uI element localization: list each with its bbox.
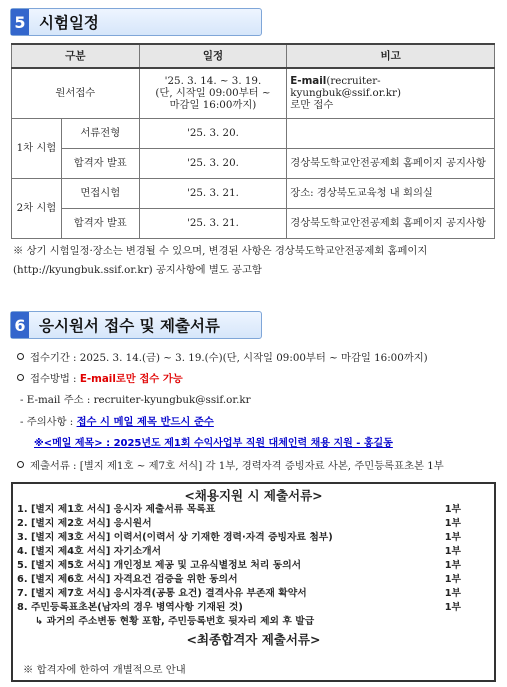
- round2-label: 2차 시험: [12, 178, 62, 238]
- final-title: <최종합격자 제출서류>: [186, 632, 321, 647]
- apply-note-rest: (recruiter-kyungbuk@ssif.or.kr) 로만 접수: [290, 75, 401, 112]
- schedule-table: [11, 43, 495, 239]
- interview-label: 면접시험: [61, 178, 139, 208]
- round1-pass-date: '25. 3. 20.: [139, 148, 287, 178]
- doc-review-note: [287, 118, 495, 148]
- section-title: 시험일정: [39, 14, 99, 32]
- list-item: 4. [별지 제4호 서식] 자기소개서 1부: [17, 546, 461, 557]
- sub-item: ↳ 과거의 주소변동 현황 포함, 주민등록번호 뒷자리 제외 후 발급: [35, 616, 315, 627]
- circle-bullet-icon: [17, 353, 24, 360]
- circle-bullet-icon: [17, 374, 24, 381]
- final-note: ※ 합격자에 한하여 개별적으로 안내: [23, 664, 186, 676]
- round1-pass-note: 경상북도학교안전공제회 홈페이지 공지사항: [287, 148, 495, 178]
- section-number: 5: [11, 9, 29, 35]
- section-5-header: [10, 8, 262, 36]
- section-title: 응시원서 접수 및 제출서류: [39, 317, 220, 335]
- list-item: 8. 주민등록표초본(남자의 경우 병역사항 기재된 것) 1부: [17, 602, 461, 613]
- round2-pass-label: 합격자 발표: [61, 208, 139, 238]
- mail-subject: ※<메일 제목> : 2025년도 제1회 수익사업부 직원 대체인력 채용 지원 - 홍길동: [34, 438, 393, 449]
- apply-note-email: E-mail: [290, 75, 327, 88]
- list-item: 1. [별지 제1호 서식] 응시자 제출서류 목록표 1부: [17, 504, 461, 515]
- caution-value: 접수 시 메일 제목 반드시 준수: [76, 416, 214, 428]
- round2-pass-note: 경상북도학교안전공제회 홈페이지 공지사항: [287, 208, 495, 238]
- header-category: 구분: [12, 44, 140, 68]
- list-item: 7. [별지 제7호 서식] 응시자격(공통 요건) 결격사유 부존재 확약서 1부: [17, 588, 461, 599]
- table-header-row: [12, 44, 495, 68]
- list-item: 5. [별지 제5호 서식] 개인정보 제공 및 고유식별정보 처리 동의서 1부: [17, 560, 461, 571]
- caution-line: - 주의사항 : 접수 시 메일 제목 반드시 준수: [20, 416, 214, 428]
- header-remarks: 비고: [287, 44, 495, 68]
- table-row: [12, 118, 495, 148]
- doc-review-label: 서류전형: [61, 118, 139, 148]
- round1-pass-label: 합격자 발표: [61, 148, 139, 178]
- documents-box: [11, 482, 496, 682]
- doc-review-date: '25. 3. 20.: [139, 118, 287, 148]
- apply-date: '25. 3. 14. ~ 3. 19. (단, 시작일 09:00부터 ~ 마감일 16:00까지): [139, 68, 287, 118]
- table-row: [12, 178, 495, 208]
- method-value: E-mail로만 접수 가능: [79, 373, 183, 385]
- header-schedule: 일정: [139, 44, 287, 68]
- table-row: [12, 208, 495, 238]
- section-6-header: [10, 311, 262, 339]
- round2-pass-date: '25. 3. 21.: [139, 208, 287, 238]
- table-row: [12, 68, 495, 118]
- box-title: <채용지원 시 제출서류>: [184, 488, 323, 503]
- list-item: 6. [별지 제6호 서식] 자격요건 검증을 위한 동의서 1부: [17, 574, 461, 585]
- method-line: 접수방법 : E-mail로만 접수 가능: [17, 370, 183, 385]
- circle-bullet-icon: [17, 461, 24, 468]
- period-line: 접수기간 : 2025. 3. 14.(금) ~ 3. 19.(수)(단, 시작일 09:00부터 ~ 마감일 16:00까지): [17, 349, 428, 364]
- interview-note: 장소: 경상북도교육청 내 회의실: [287, 178, 495, 208]
- email-line: - E-mail 주소 : recruiter-kyungbuk@ssif.or.kr: [20, 394, 251, 406]
- interview-date: '25. 3. 21.: [139, 178, 287, 208]
- apply-note: [287, 68, 495, 118]
- section-number: 6: [11, 312, 29, 338]
- list-item: 2. [별지 제2호 서식] 응시원서 1부: [17, 518, 461, 529]
- round1-label: 1차 시험: [12, 118, 62, 178]
- table-row: [12, 148, 495, 178]
- row-label: 원서접수: [12, 68, 140, 118]
- schedule-note: ※ 상기 시험일정·장소는 변경될 수 있으며, 변경된 사항은 경상북도학교안전공제회 홈페이지(http://kyungbuk.ssif.or.kr) 공지사항에 별도 공고함: [13, 245, 428, 276]
- docs-line: 제출서류 : [별지 제1호 ~ 제7호 서식] 각 1부, 경력자격 증빙자료 사본, 주민등록표초본 1부: [17, 457, 444, 472]
- list-item: 3. [별지 제3호 서식] 이력서(이력서 상 기재한 경력·자격 증빙자료 첨부) 1부: [17, 532, 461, 543]
